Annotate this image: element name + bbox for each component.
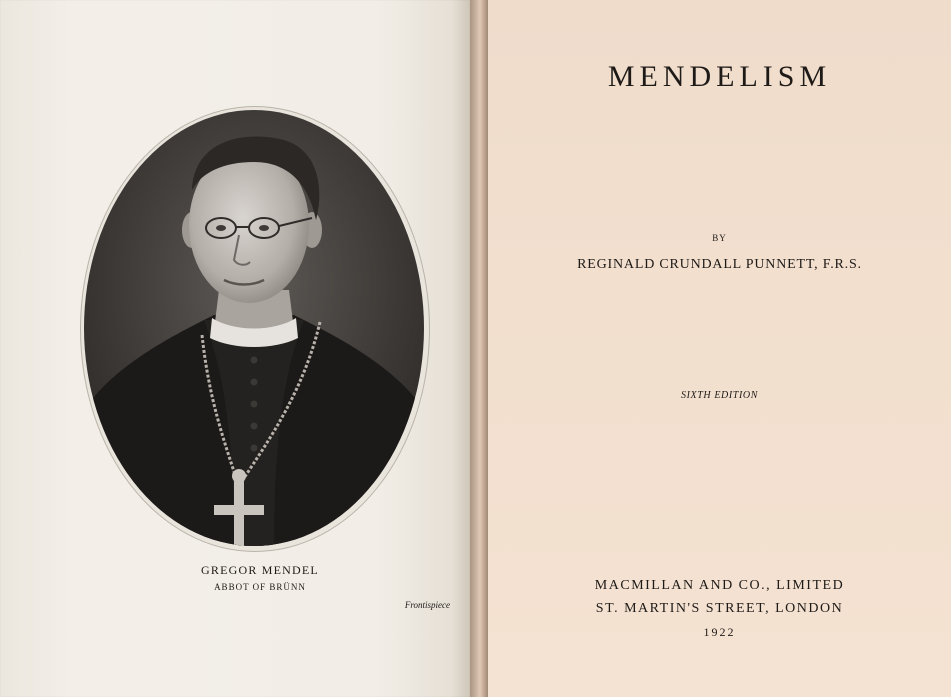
by-line: BY [712,233,727,243]
portrait-photograph [84,110,424,546]
left-page [0,0,470,697]
caption-name: GREGOR MENDEL [201,563,319,577]
publisher-address: ST. MARTIN'S STREET, LONDON [595,601,844,616]
frontispiece-label: Frontispiece [404,600,450,610]
edition-label: SIXTH EDITION [681,390,758,401]
book-gutter [470,0,488,697]
author-name: REGINALD CRUNDALL PUNNETT, F.R.S. [577,257,862,272]
publication-year: 1922 [703,625,736,639]
caption-subtitle: ABBOT OF BRÜNN [214,582,306,592]
right-page [488,0,951,697]
book-title: MENDELISM [607,60,832,93]
publisher-name: MACMILLAN AND CO., LIMITED [594,578,845,593]
